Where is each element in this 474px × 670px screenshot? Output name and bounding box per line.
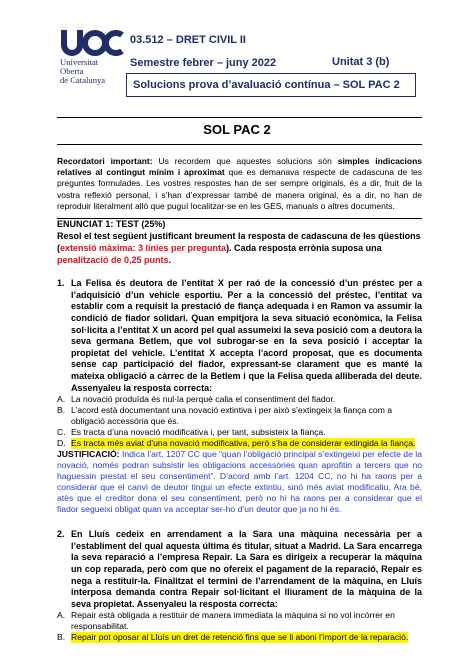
option-a: [57, 394, 422, 405]
option-letter: D.: [57, 438, 66, 449]
logo-line: Universitat: [60, 57, 99, 67]
option-d-correct: [57, 438, 422, 449]
notice-text: que es demanava respecte de cadascuna de les preguntes formulades. Les vostres respostes han de ser sempre originals, és a dir, fruit de la vostra reflexió personal, i s’han d’expressar també de manera original, és a dir, no han de reproduir literalment allò que puguí localitzar-se en les GES, manuals o altres documents.: [57, 167, 422, 211]
option-text: Es tracta d’una novació modificativa i, per tant, subsisteix la fiança.: [71, 427, 326, 438]
option-b: [57, 405, 422, 427]
option-a: [57, 610, 422, 632]
option-text: La novació produïda és nul·la perquè calia el consentiment del fiador.: [71, 394, 336, 405]
semester: Semestre febrer – juny 2022: [130, 57, 277, 69]
option-text: Repair està obligada a restituir de manera immediata la màquina si no vol incórrer en responsabilitat.: [71, 610, 395, 632]
question-1-options: [57, 394, 422, 449]
option-letter: C.: [57, 427, 66, 438]
justification: [57, 449, 422, 515]
uoc-logo-icon: [60, 30, 124, 56]
logo-wordmark: [60, 58, 126, 85]
page-header: [0, 0, 474, 112]
intro-text: Resol el test següent justificant breument la resposta de cadascuna de les qüestions (: [57, 231, 421, 254]
question-2-options: [57, 610, 422, 643]
option-letter: A.: [57, 394, 66, 405]
option-letter: A.: [57, 610, 66, 621]
notice-divider: [57, 218, 422, 219]
question-2: [57, 529, 422, 610]
notice-emphasis: simples indicacions relatives al contingut mínim i aproximat: [57, 156, 422, 178]
title-divider: [57, 144, 422, 145]
option-text-highlighted: Es tracta més aviat d’una novació modificativa, però s’ha de considerar extingida la fiança.: [71, 438, 416, 449]
course-code: 03.512 – DRET CIVIL II: [130, 34, 246, 46]
notice-paragraph: [57, 156, 422, 212]
option-letter: B.: [57, 632, 66, 643]
intro-penalty: penalització de 0,25 punts: [57, 255, 169, 266]
option-b-correct: [57, 632, 422, 643]
top-divider: [57, 117, 422, 118]
question-number: 2.: [57, 529, 65, 540]
option-letter: B.: [57, 405, 66, 416]
option-text: L’acord està documentant una novació extintiva i per això s’extingeix la fiança com a obligació accessòria que és.: [71, 405, 393, 427]
notice-label: Recordatori important:: [57, 156, 153, 166]
option-text-highlighted: Repair pot oposar al Lluís un dret de retenció fins que se li aboni l’import de la reparació.: [71, 632, 409, 643]
question-number: 1.: [57, 278, 65, 289]
question-text: En Lluís cedeix en arrendament a la Sara una màquina necessària per a l’establiment del qual aquesta última és titular, situat a Madrid. La Sara encarrega la seva reparació a l’empresa Repair. La Sara es dirigeix a recuperar la màquina un cop reparada, però com que no ofereix el pagament de la reparació, Repair es nega a restituir-la. Finalitzat el termini de l’arrendament de la màquina, en Lluís interposa demanda contra Repair sol·licitant el lliurament de la màquina de la seva propietat. Assenyaleu la resposta correcta:: [71, 529, 422, 609]
logo-line: de Catalunya: [60, 75, 106, 85]
intro-limit: extensió màxima: 3 línies per pregunta: [60, 243, 227, 254]
document-body: [57, 156, 422, 643]
option-c: [57, 427, 422, 438]
intro-text: ). Cada resposta errònia suposa una: [226, 243, 382, 254]
unit-label: Unitat 3 (b): [332, 56, 390, 68]
section-intro: [57, 230, 422, 266]
page-title: SOL PAC 2: [203, 122, 271, 137]
solutions-title-box: Solucions prova d’avaluació contínua – SOL PAC 2: [126, 73, 416, 97]
justification-label: JUSTIFICACIÓ:: [57, 449, 120, 460]
logo-line: Oberta: [60, 66, 84, 76]
justification-text: Indica l’art. 1207 CC que “quan l’obligació principal s’extingeixi per efecte de la novació, només podran subsistir les obligacions accessòries quan aprofitin a tercers que no haguessin prestat el seu consentiment”. D’acord amb l’art. 1204 CC, no hi ha raons per a considerar que el canvi de deutor tingui un efecte extintiu, sinó més aviat modificatiu. Ara bé, atès que el creditor dona el seu consentiment, però no hi ha raons per a considerar que el fiador segueixi obligat quan va acceptar ser-ho d’un deutor que ja no hi és.: [57, 449, 422, 515]
question-text: La Felisa és deutora de l’entitat X per raó de la concessió d’un préstec per a l’adquisició d’un vehicle esportiu. Per a la concessió del préstec, l’entitat va establir com a requisit la prestació de fiança adequada i en Ramon va assumir la condició de fiador solidari. Quan empitjora la seva situació econòmica, la Felisa sol·licita a l’entitat X un acord pel qual assumeixi la seva posició com a deutora la seva germana Betlem, que vol subrogar-se en la seva posició i acceptar la propietat del vehicle. L’entitat X accepta l’acord proposat, que es documenta sense cap participació del fiador, expressant-se clarament que es manté la mateixa obligació a càrrec de la Betlem i que la Felisa queda alliberada del deute. Assenyaleu la resposta correcta:: [71, 278, 422, 393]
uoc-logo: [60, 30, 126, 85]
section-title: ENUNCIAT 1: TEST (25%): [57, 219, 166, 230]
question-1: [57, 278, 422, 394]
notice-text: Us recordem que aquestes solucions són: [152, 156, 338, 166]
intro-text: .: [168, 255, 172, 266]
